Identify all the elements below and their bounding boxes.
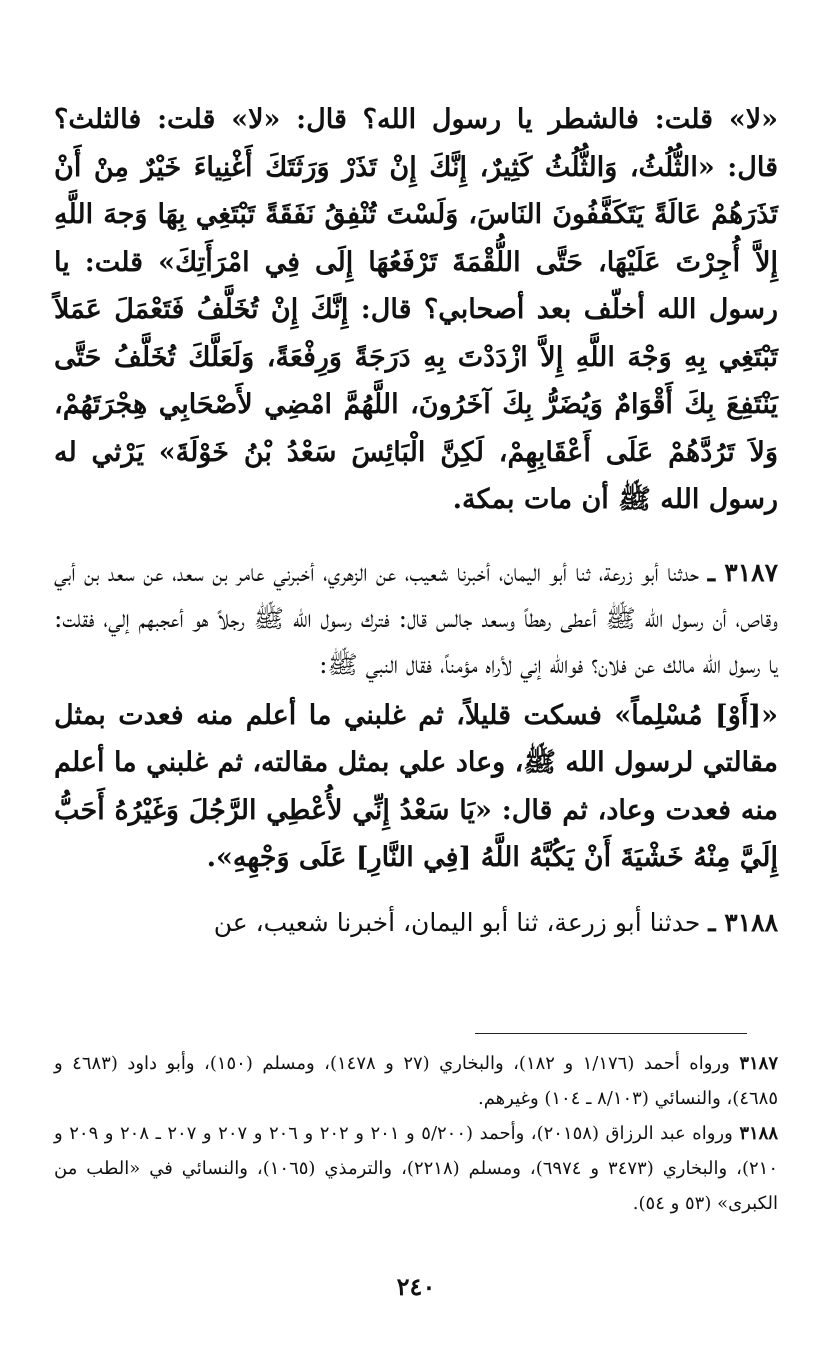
footnote-text: ورواه عبد الرزاق (٢٠١٥٨)، وأحمد (٥/٢٠٠ و ٢٠١ و ٢٠٢ و ٢٠٦ و ٢٠٧ و ٢٠٧ ـ ٢٠٨ و ٢٠٩ و ٢١٠)، والبخاري (٣٤٧٣ و ٦٩٧٤)، ومسلم (٢٢١٨)، والترمذي (١٠٦٥)، والنسائي في «الطب من الكبرى» (٥٣ و ٥٤). [54,1123,778,1214]
hadith-continuation-paragraph [54,96,778,524]
footnote-divider [475,1033,747,1034]
footnote-item [54,1046,778,1116]
footnote-number: ٣١٨٨ [739,1123,779,1144]
hadith-3188-paragraph [54,900,778,946]
footnote-item [54,1116,778,1221]
hadith-3187-paragraph [54,550,778,688]
page-number: ٢٤٠ [396,1272,436,1301]
hadith-chain-text: حدثنا أبو زرعة، ثنا أبو اليمان، أخبرنا شعيب، عن الزهري، أخبرني عامر بن سعد، عن سعد بن أبي وقاص، أن رسول الله ﷺ أعطى رهطاً وسعد جالس قال: فترك رسول الله ﷺ رجلاً هو أعجبهم إلي، فقلت: يا رسول الله مالك عن فلان؟ فوالله إني لأراه مؤمناً، فقال النبي ﷺ: [54,557,778,679]
footnote-text: ورواه أحمد (١/١٧٦ و ١٨٢)، والبخاري (٢٧ و ١٤٧٨)، ومسلم (١٥٠)، وأبو داود (٤٦٨٣ و ٤٦٨٥)، والنسائي (٨/١٠٣ ـ ١٠٤) وغيرهم. [54,1053,778,1109]
hadith-chain-text: حدثنا أبو زرعة، ثنا أبو اليمان، أخبرنا شعيب، عن [213,907,701,937]
footnote-number: ٣١٨٧ [739,1053,778,1074]
paragraph-text: «لا» قلت: فالشطر يا رسول الله؟ قال: «لا» قلت: فالثلث؟ قال: «الثُّلُثُ، وَالثُّلُثُ كَثِيرٌ، إِنَّكَ إِنْ تَذَرْ وَرَثَتَكَ أَغْنِياءَ خَيْرٌ مِنْ أَنْ تَذَرَهُمْ عَالَةً يَتَكَفَّفُونَ النَاسَ، وَلَسْتَ تُنْفِقُ نَفَقَةً تَبْتَغِي بِهَا وَجهَ اللَّهِ إِلاَّ أُجِرْتَ عَلَيْهَا، حَتَّى اللُّقْمَةَ تَرْفَعُهَا إِلَى فِي امْرَأَتِكَ» قلت: يا رسول الله أخلّف بعد أصحابي؟ قال: إِنَّكَ إِنْ تُخَلَّفُ فَتَعْمَلَ عَمَلاً تَبْتَغِي بِهِ وَجْهَ اللَّهِ إِلاَّ ازْدَدْتَ بِهِ دَرَجَةً وَرِفْعَةً، وَلَعَلَّكَ تُخَلَّفُ حَتَّى يَنْتَفِعَ بِكَ أَقْوَامٌ وَيُضَرُّ بِكَ آخَرُونَ، اللَّهُمَّ امْضِي لأَصْحَابِي هِجْرَتَهُمْ، وَلاَ تَرُدَّهُمْ عَلَى أَعْقَابِهِمْ، لَكِنَّ الْبَائِسَ سَعْدُ بْنُ خَوْلَةَ» يَرْثي له رسول الله ﷺ أن مات بمكة. [54,104,778,515]
paragraph-text: «[أَوْ] مُسْلِماً» فسكت قليلاً، ثم غلبني ما أعلم منه فعدت بمثل مقالتي لرسول الله ﷺ، وعاد علي بمثل مقالته، ثم غلبني ما أعلم منه فعدت وعاد، ثم قال: «يَا سَعْدُ إِنِّي لأُعْطِي الرَّجُلَ وَغَيْرُهُ أَحَبُّ إِلَيَّ مِنْهُ خَشْيَةَ أَنْ يَكُبَّهُ اللَّهُ [فِي النَّارِ] عَلَى وَجْهِهِ». [54,699,778,873]
hadith-3187-matn-paragraph [54,692,778,882]
hadith-number: ٣١٨٨ ـ [708,907,778,937]
hadith-number: ٣١٨٧ ـ [707,557,778,587]
footnotes [54,1046,778,1221]
